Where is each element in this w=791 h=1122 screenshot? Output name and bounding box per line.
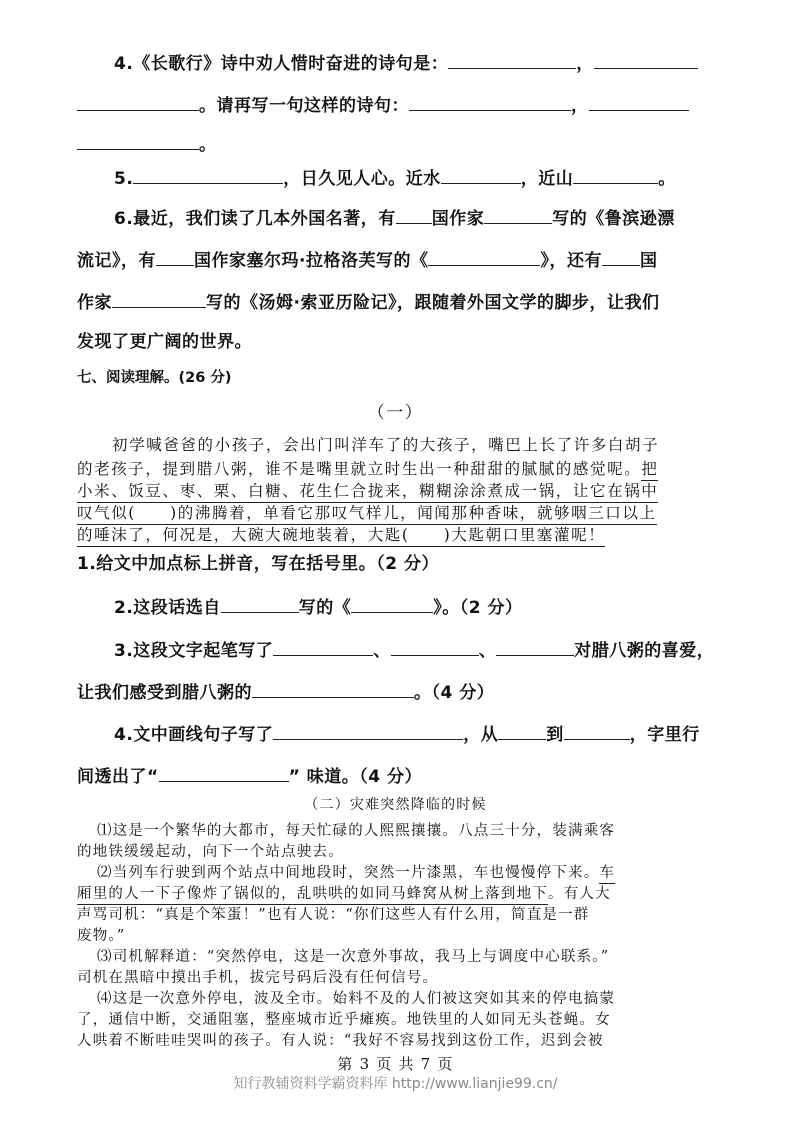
answer-blank[interactable] <box>409 95 571 111</box>
q4-prompt: 4.《长歌行》诗中劝人惜时奋进的诗句是： <box>114 54 449 74</box>
answer-blank[interactable] <box>273 640 373 656</box>
q-text: 4.文中画线句子写了 <box>114 725 274 745</box>
q-text: 》。（2 分） <box>433 598 523 618</box>
q6-line2 <box>77 250 657 270</box>
q6-text: 》，还有 <box>540 251 602 271</box>
p1-question-4-line2 <box>77 766 422 786</box>
q6-text: 流记》，有 <box>77 251 156 271</box>
q6-text: 写的《汤姆·索亚历险记》，跟随着外国文学的脚步，让我们 <box>206 293 660 313</box>
passage2-line: 人哄着不断哇哇哭叫的孩子。有人说：“我好不容易找到这份工作，迟到会被 <box>77 1033 604 1049</box>
underlined-text: 的唾沫了，何况是，大碗大碗地装着，大匙( )大匙朝口里塞灌呢！ <box>77 526 605 547</box>
answer-blank[interactable] <box>221 597 299 613</box>
p1-question-1: 1.给文中加点标上拼音，写在括号里。（2 分） <box>77 554 440 574</box>
q-text: 到 <box>546 725 564 745</box>
passage1-line <box>77 484 658 500</box>
p1-question-2 <box>114 597 523 617</box>
answer-blank[interactable] <box>396 208 432 224</box>
comma: ， <box>571 96 589 116</box>
period: 。 <box>199 135 217 155</box>
passage2-heading: （二）灾难突然降临的时候 <box>304 797 487 813</box>
answer-blank[interactable] <box>498 724 546 740</box>
answer-blank[interactable] <box>252 682 414 698</box>
passage2-line: 声骂司机：“真是个笨蛋！”也有人说：“你们这些人有什么用，简直是一群 <box>77 907 590 923</box>
passage2-text: ⑵当列车行驶到两个站点中间地段时，突然一片漆黑，车也慢慢停下来。 <box>97 865 600 881</box>
passage2-text: 。有人大 <box>548 886 611 902</box>
q6-text: 国作家 <box>431 209 485 229</box>
answer-blank[interactable] <box>428 250 540 266</box>
answer-blank[interactable] <box>602 250 640 266</box>
passage2-line: ⑷这是一次意外停电，波及全市。始料不及的人们被这突如其来的停电搞蒙 <box>97 991 616 1007</box>
p1-question-3-line2 <box>77 682 494 702</box>
period: 。 <box>658 169 676 189</box>
q4-prompt-2: 。请再写一句这样的诗句： <box>199 96 409 116</box>
q6-line1 <box>114 208 675 228</box>
q-sep: 、 <box>478 641 497 661</box>
q-text: ，字里行 <box>629 725 700 745</box>
underlined-text: 厢里的人一下子像炸了锅似的，乱哄哄的如同马蜂窝从树上落到地下 <box>77 886 548 905</box>
q6-text: 国 <box>639 251 658 271</box>
answer-blank[interactable] <box>133 168 283 184</box>
q6-text: 写的《鲁滨逊漂 <box>552 209 675 229</box>
passage2-line: 了，通信中断，交通阻塞，整座城市近乎瘫痪。地铁里的人如同无头苍蝇。女 <box>77 1012 611 1028</box>
answer-blank[interactable] <box>159 766 289 782</box>
q-text: 3.这段文字起笔写了 <box>114 641 274 661</box>
q-sep: 、 <box>373 641 391 661</box>
passage2-line: 的地铁缓缓起动，向下一个站点驶去。 <box>77 844 344 860</box>
q6-text: 6.最近，我们读了几本外国名著，有 <box>114 209 396 229</box>
q6-line3 <box>77 292 659 312</box>
answer-blank[interactable] <box>496 640 574 656</box>
passage2-line: 司机在黑暗中摸出手机，拔完号码后没有任何信号。 <box>77 970 439 986</box>
passage1-text: 的老孩子，提到腊八粥，谁不是嘴里就立时生出一种甜甜的腻腻的感觉呢。 <box>77 460 642 478</box>
q6-line4: 发现了更广阔的世界。 <box>77 332 252 352</box>
comma: ， <box>576 54 594 74</box>
q-text: 。（4 分） <box>414 683 495 703</box>
answer-blank[interactable] <box>273 724 463 740</box>
q4-line2 <box>77 95 689 115</box>
underlined-text: 把 <box>641 460 658 481</box>
answer-blank[interactable] <box>589 95 689 111</box>
q-text: 2.这段话选自 <box>114 598 221 618</box>
q5-number: 5. <box>114 169 134 189</box>
answer-blank[interactable] <box>573 168 658 184</box>
p1-question-4 <box>114 724 700 744</box>
passage1-line <box>77 462 658 478</box>
q-text: 对腊八粥的喜爱， <box>574 641 715 661</box>
q4-line3 <box>77 134 217 154</box>
watermark-footer: 知行教辅资料学霸资料库 http://www.lianjie99.cn/ <box>233 1076 558 1092</box>
answer-blank[interactable] <box>594 53 698 69</box>
answer-blank[interactable] <box>77 134 199 150</box>
q5-line <box>114 168 676 188</box>
q6-text: 国作家塞尔玛·拉格洛芙写的《 <box>194 251 429 271</box>
passage1-line <box>77 528 605 544</box>
underlined-text: 小米、饭豆、枣、栗、白糖、花生仁合拢来，糊糊涂涂煮成一锅，让它在锅中 <box>77 482 658 503</box>
section-7-title: 七、阅读理解。(26 分) <box>77 370 232 386</box>
q-text: ，从 <box>463 725 499 745</box>
answer-blank[interactable] <box>484 208 552 224</box>
underlined-text: 叹气似( )的沸腾着，单看它那叹气样儿，闻闻那种香味，就够咽三口以上 <box>77 504 657 525</box>
answer-blank[interactable] <box>441 168 521 184</box>
answer-blank[interactable] <box>112 292 206 308</box>
q-text: ” 味道。（4 分） <box>288 767 423 787</box>
q5-text-1: ，日久见人心。近水 <box>283 169 441 189</box>
q6-text: 作家 <box>77 293 112 313</box>
passage1-line <box>77 506 657 522</box>
answer-blank[interactable] <box>564 724 630 740</box>
answer-blank[interactable] <box>77 95 199 111</box>
q-text: 写的《 <box>298 598 352 618</box>
underlined-text: 车 <box>599 865 615 884</box>
passage2-line: ⑶司机解释道：“突然停电，这是一次意外事故，我马上与调度中心联系。” <box>97 949 610 965</box>
passage2-line <box>97 866 615 881</box>
answer-blank[interactable] <box>156 250 194 266</box>
answer-blank[interactable] <box>351 597 433 613</box>
passage2-line: 废物。” <box>77 928 126 944</box>
answer-blank[interactable] <box>391 640 479 656</box>
passage1-heading: （一） <box>367 403 424 423</box>
passage2-line <box>77 887 611 902</box>
q5-text-2: ，近山 <box>520 169 574 189</box>
q-text: 间透出了“ <box>77 767 159 787</box>
passage2-line: ⑴这是一个繁华的大都市，每天忙碌的人熙熙攘攘。八点三十分，装满乘客 <box>97 823 616 839</box>
q4-line1 <box>114 53 698 73</box>
page-number: 第 3 页 共 7 页 <box>337 1055 454 1073</box>
answer-blank[interactable] <box>448 53 576 69</box>
passage1-line: 初学喊爸爸的小孩子，会出门叫洋车了的大孩子，嘴巴上长了许多白胡子 <box>112 436 660 454</box>
q-text: 让我们感受到腊八粥的 <box>77 683 252 703</box>
p1-question-3 <box>114 640 714 660</box>
